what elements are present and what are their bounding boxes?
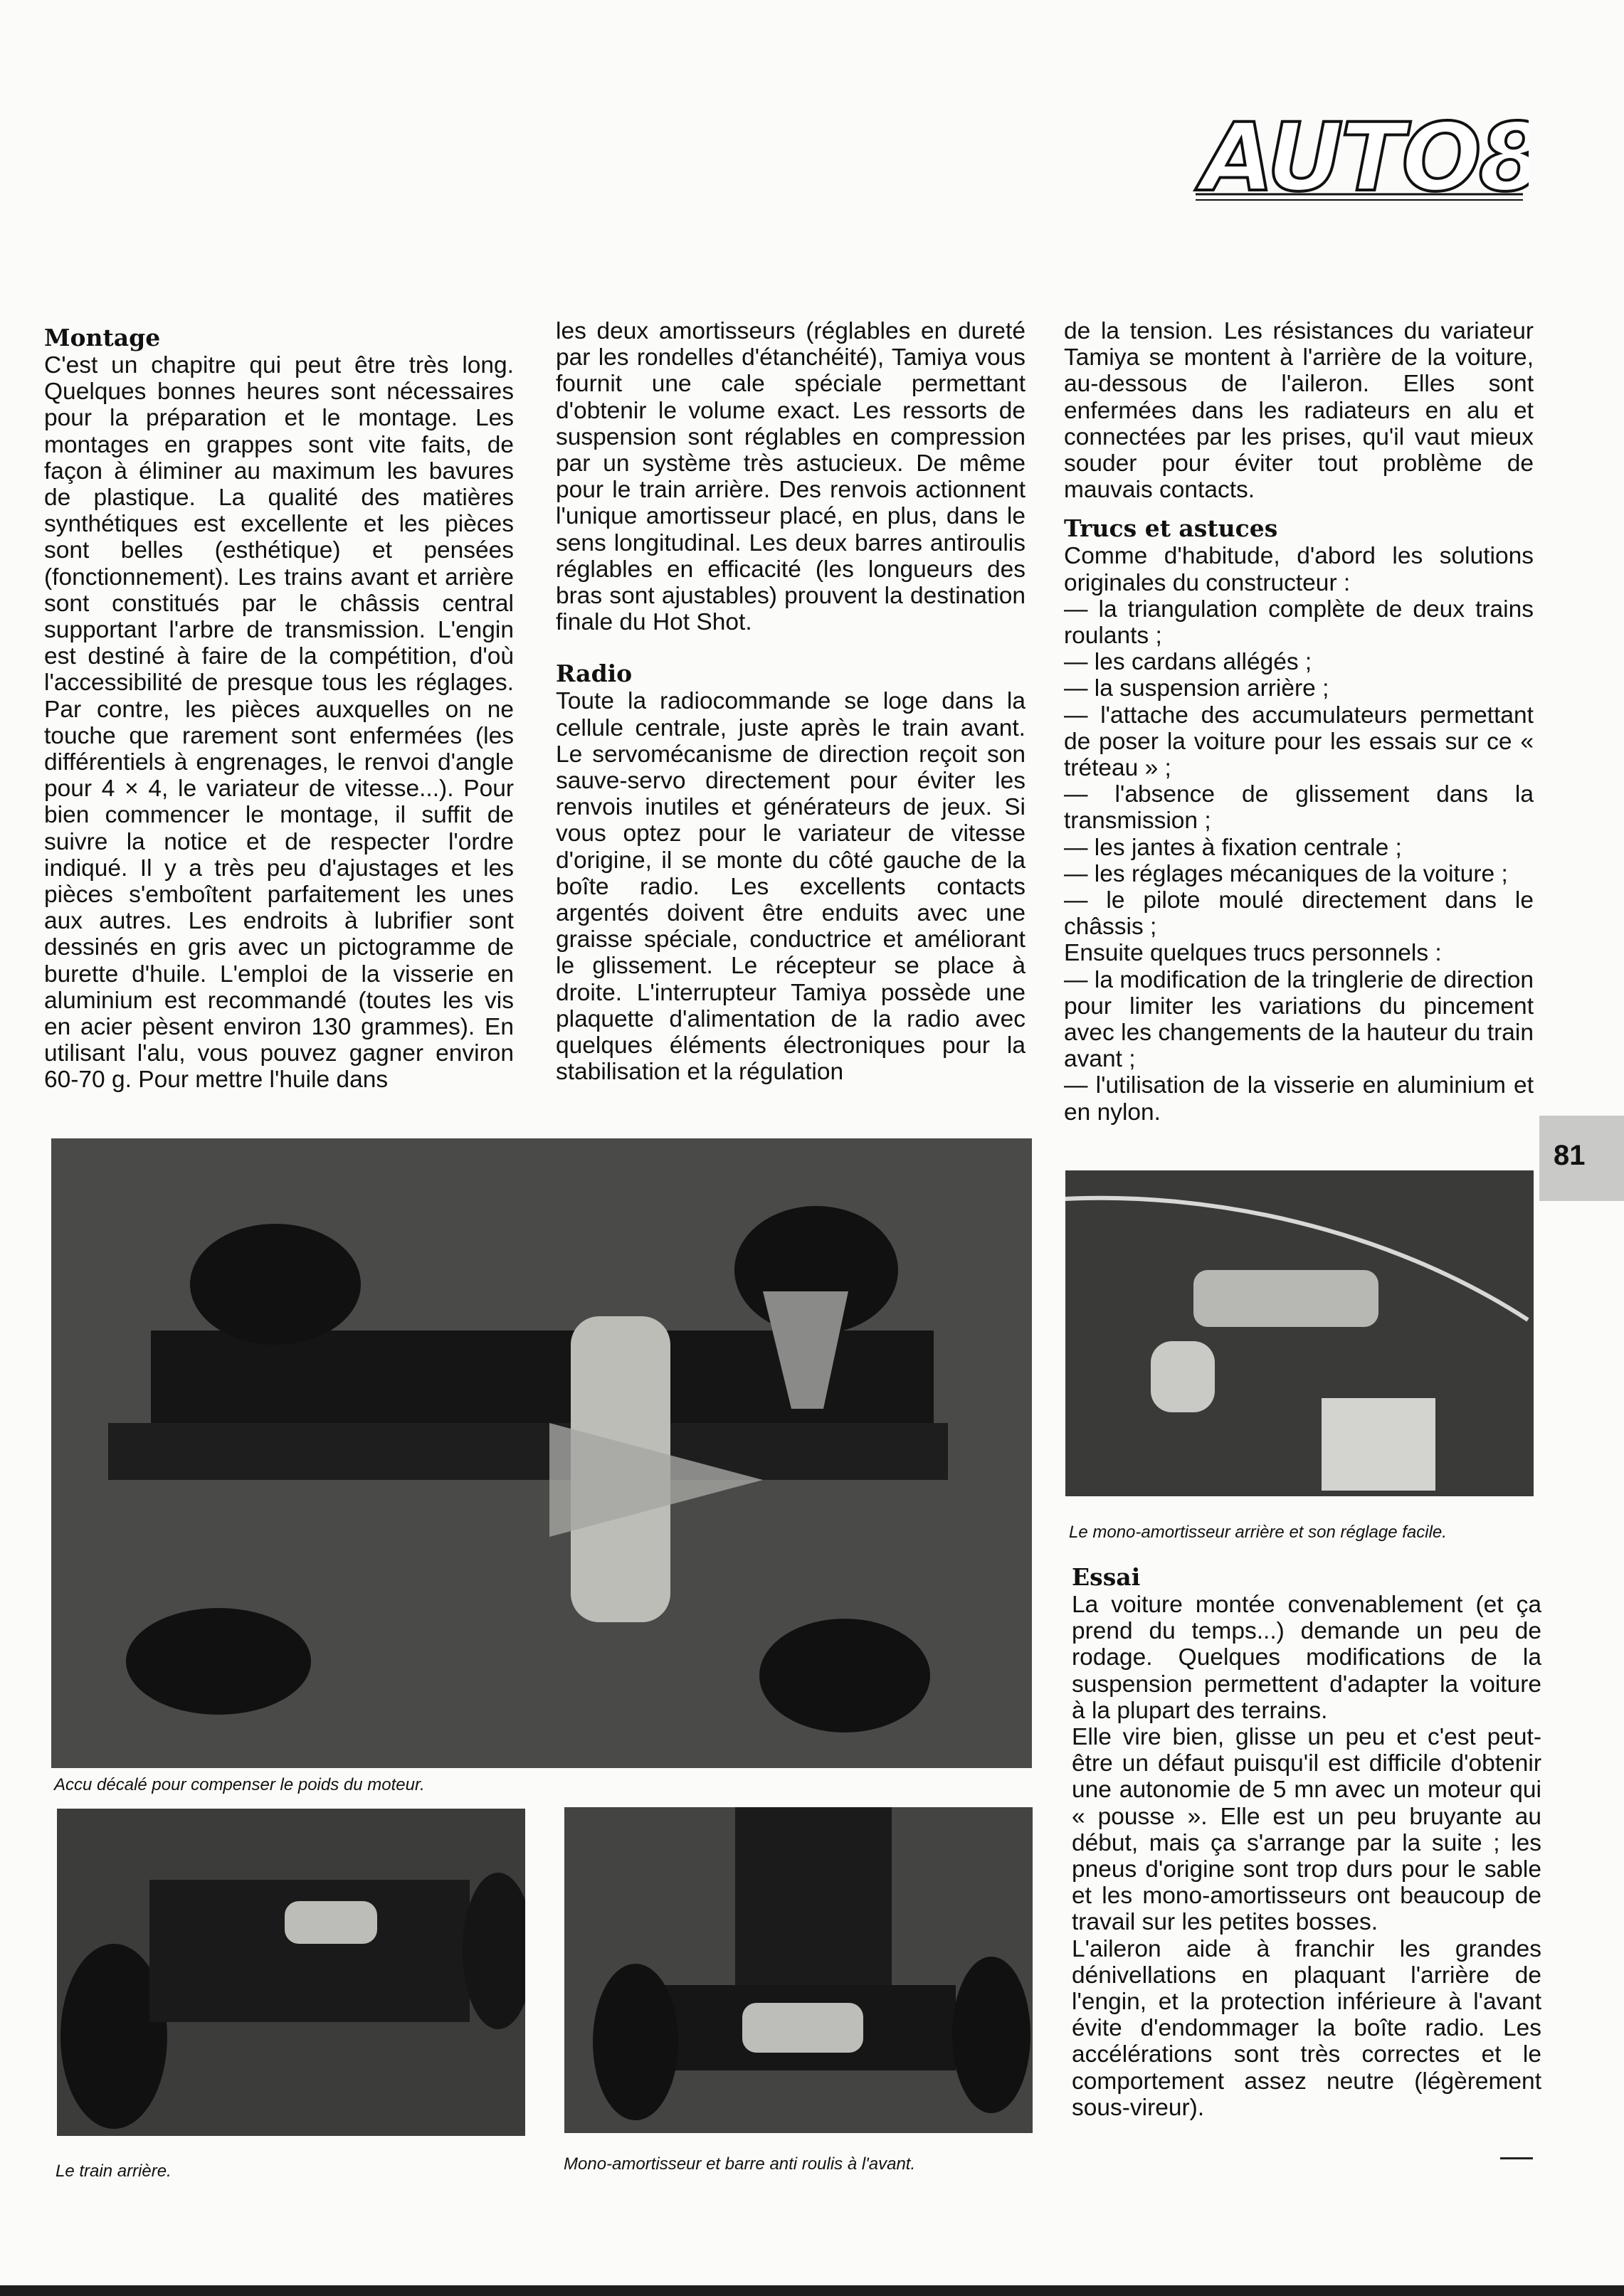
trucs-line: — l'utilisation de la visserie en aluminium et en nylon.	[1064, 1072, 1534, 1126]
column-1	[44, 324, 514, 1094]
trucs-line: — les réglages mécaniques de la voiture ;	[1064, 860, 1508, 887]
trucs-line: — l'absence de glissement dans la transmission ;	[1064, 781, 1534, 835]
main-photo-buggy-top-view	[51, 1138, 1032, 1768]
trucs-line: Ensuite quelques trucs personnels :	[1064, 940, 1442, 967]
montage-text: C'est un chapitre qui peut être très long. Quelques bonnes heures sont nécessaires pour la préparation et le montage. Les montages en grappes sont vite faits, de façon à éliminer au maximum les bavures de plastique. La qualité des matières synthétiques est excellente et les pièces sont belles (esthétique) et pensées (fonctionnement). Les trains avant et arrière sont constitués par le châssis central supportant l'arbre de transmission. L'engin est destiné à faire de la compétition, d'où l'accessibilité de presque tous les réglages. Par contre, les pièces auxquelles on ne touche que rarement sont enfermées (les différentiels à engrenages, le renvoi d'angle pour 4 × 4, le variateur de vitesse...). Pour bien commencer le montage, il suffit de suivre la notice et de respecter l'ordre indiqué. Il y a très peu d'ajustages et les pièces s'emboîtent parfaitement les unes aux autres. Les endroits à lubrifier sont dessinés en gris avec un pictogramme de burette d'huile. L'emploi de la visserie en aluminium est recommandé (toutes les vis en acier pèsent environ 130 grammes). En utilisant l'alu, vous pouvez gagner environ 60-70 g. Pour mettre l'huile dans	[44, 352, 514, 1094]
rear-shock-illustration	[1065, 1170, 1534, 1496]
rear-train-illustration	[57, 1809, 525, 2136]
trucs-line: — l'attache des accumulateurs permettant de poser la voiture pour les essais sur ce « tréteau » ;	[1064, 702, 1534, 782]
trucs-line: — les cardans allégés ;	[1064, 649, 1312, 676]
essai-paragraph: Elle vire bien, glisse un peu et c'est peut-être un défaut puisqu'il est difficile d'obtenir une autonomie de 5 mn avec un moteur qui « pousse ». Elle est un peu bruyante au début, mais ça s'arrange par la suite ; les pneus d'origine sont trop durs pour le sable et les mono-amortisseurs ont beaucoup de travail sur les petites bosses.	[1072, 1724, 1541, 1936]
continued-dash	[1500, 2157, 1533, 2159]
auto8-logo-graphic	[1188, 110, 1529, 228]
montage-continued-text: les deux amortisseurs (réglables en dureté par les rondelles d'étanchéité), Tamiya vous fournit une cale spéciale permettant d'obtenir le volume exact. Les ressorts de suspension sont réglables en compression par un système très astucieux. De même pour le train arrière. Des renvois actionnent l'unique amortisseur placé, en plus, dans le sens longitudinal. Les deux barres antiroulis réglables en efficacité (les longueurs des bras sont ajustables) prouvent la destination finale du Hot Shot.	[556, 318, 1025, 636]
caption-front-photo: Mono-amortisseur et barre anti roulis à l'avant.	[564, 2154, 916, 2174]
radio-text: Toute la radiocommande se loge dans la cellule centrale, juste après le train avant. Le servomécanisme de direction reçoit son sauve-servo directement pour éviter les renvois inutiles et générateurs de jeux. Si vous optez pour le variateur de vitesse d'origine, il se monte du côté gauche de la boîte radio. Les excellents contacts argentés doivent être enduits avec une graisse spéciale, conductrice et améliorant le glissement. Le récepteur se place à droite. L'interrupteur Tamiya possède une plaquette d'alimentation de la radio avec quelques éléments électroniques pour la stabilisation et la régulation	[556, 688, 1025, 1086]
photo-rear-shock	[1065, 1170, 1534, 1496]
trucs-line: Comme d'habitude, d'abord les solutions originales du constructeur :	[1064, 543, 1534, 596]
trucs-line: — le pilote moulé directement dans le châssis ;	[1064, 887, 1534, 941]
column-2	[556, 318, 1025, 1085]
trucs-line: — la suspension arrière ;	[1064, 675, 1329, 702]
caption-main-photo: Accu décalé pour compenser le poids du moteur.	[54, 1775, 425, 1794]
heading-essai: Essai	[1072, 1563, 1141, 1591]
caption-rear-photo: Le train arrière.	[56, 2162, 172, 2181]
logo-text: AUTO8	[1201, 110, 1529, 213]
trucs-line: — les jantes à fixation centrale ;	[1064, 834, 1402, 861]
trucs-line: — la triangulation complète de deux trains roulants ;	[1064, 596, 1534, 650]
heading-radio: Radio	[556, 660, 633, 688]
auto8-logo	[1188, 110, 1529, 228]
radio-continued-text: de la tension. Les résistances du variateur Tamiya se montent à l'arrière de la voiture, au-dessous de l'aileron. Elles sont enfermées dans les radiateurs en alu et connectées par les prises, qu'il vaut mieux souder pour éviter tout problème de mauvais contacts.	[1064, 318, 1534, 504]
heading-trucs: Trucs et astuces	[1064, 514, 1278, 543]
heading-montage: Montage	[44, 324, 161, 351]
photo-front-shock	[564, 1807, 1033, 2133]
front-shock-illustration	[564, 1807, 1033, 2133]
page-number: 81	[1554, 1140, 1586, 1171]
buggy-illustration	[51, 1138, 1032, 1768]
essai-paragraph: L'aileron aide à franchir les grandes dénivellations en plaquant l'arrière de l'engin, et la protection inférieure à l'avant évite d'endommager la boîte radio. Les accélérations sont très correctes et le comportement assez neutre (légèrement sous-vireur).	[1072, 1935, 1541, 2121]
caption-shock-photo: Le mono-amortisseur arrière et son réglage facile.	[1069, 1523, 1447, 1542]
page-bottom-edge	[0, 2285, 1624, 2296]
photo-rear-train	[57, 1809, 525, 2136]
column-3	[1064, 318, 1534, 1126]
trucs-line: — la modification de la tringlerie de direction pour limiter les variations du pincement avec les changements de la hauteur du train avant ;	[1064, 966, 1534, 1073]
essai-section	[1072, 1563, 1541, 2121]
essai-paragraph: La voiture montée convenablement (et ça prend du temps...) demande un peu de rodage. Quelques modifications de la suspension permettent d'adapter la voiture à la plupart des terrains.	[1072, 1592, 1541, 1724]
